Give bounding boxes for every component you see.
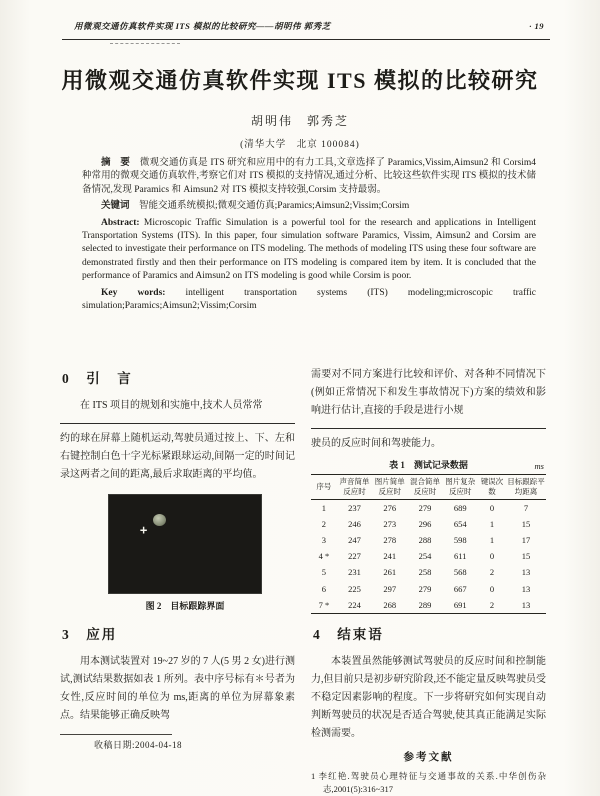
cell: 15 <box>521 518 531 529</box>
section-3-text: 用本测试装置对 19~27 岁的 7 人(5 男 2 女)进行测试,测试结果数据如表 1 所列。表中序号标有＊号者为女性,反应时间的单位为 ms,距离的单位为屏幕象素点。结果能够正确反映驾 <box>60 656 295 721</box>
page-number: · 19 <box>529 21 544 31</box>
col-header-tracking-distance: 目标跟踪平均距离 <box>506 475 546 500</box>
header-rule-fragment <box>110 43 180 44</box>
col-header-sound-simple: 声音简单反应时 <box>337 475 372 500</box>
cell: 276 <box>383 502 397 513</box>
cell: 3 <box>321 534 327 545</box>
cell: 654 <box>453 518 467 529</box>
cell: 279 <box>418 583 432 594</box>
received-date-footnote: 收稿日期:2004-04-18 <box>94 740 182 750</box>
cell: 1 <box>489 534 495 545</box>
cell: 273 <box>383 518 397 529</box>
section-0-heading: 0 引 言 <box>62 371 133 386</box>
figure-caption: 图 2 目标跟踪界面 <box>145 601 225 611</box>
table-row <box>311 549 546 565</box>
test-record-table <box>311 474 546 614</box>
table-unit-label: ms <box>534 461 544 471</box>
cell: 247 <box>348 534 361 545</box>
affiliation: (清华大学 北京 100084) <box>240 140 360 150</box>
cell: 254 <box>418 551 432 562</box>
cell: 2 <box>321 518 327 529</box>
intro-continuation-text: 需要对不同方案进行比较和评价、对各种不同情况下(例如正常情况下和发生事故情况下)方案的绩效和影响进行估计,直接的手段是进行小规 <box>311 369 546 416</box>
cell: 13 <box>521 567 531 578</box>
table-title-text: 表 1 测试记录数据 <box>389 460 468 470</box>
cell: 598 <box>453 534 467 545</box>
cell: 261 <box>383 567 397 578</box>
cell: 237 <box>348 502 361 513</box>
cell: 691 <box>453 599 467 610</box>
cell: 225 <box>348 583 361 594</box>
cell: 278 <box>383 534 397 545</box>
cell: 6 <box>321 583 327 594</box>
cell: 17 <box>521 534 531 545</box>
reference-item: 1 李红艳.驾驶员心理特征与交通事故的关系.中华创伤杂志,2001(5):316~317 <box>311 771 546 795</box>
keywords-cn-label: 关键词 <box>101 201 130 212</box>
col-header-index: 序号 <box>311 475 337 500</box>
abstract-en-label: Abstract: <box>101 217 140 228</box>
cell: 667 <box>453 583 467 594</box>
cell: 611 <box>454 551 467 562</box>
cell: 689 <box>453 502 467 513</box>
left-column <box>60 366 295 796</box>
cell: 246 <box>348 518 361 529</box>
cell: 13 <box>521 583 531 594</box>
keywords-cn <box>82 200 536 213</box>
cell: 1 <box>489 518 495 529</box>
col-header-key-errors: 键误次数 <box>478 475 506 500</box>
keywords-cn-text: 智能交通系统模拟;微观交通仿真;Paramics;Aimsun2;Vissim;Corsim <box>139 201 410 212</box>
table-row <box>311 565 546 581</box>
cell: 279 <box>418 502 432 513</box>
authors: 胡明伟 郭秀芝 <box>250 114 349 128</box>
section-3-heading: 3 应用 <box>62 627 118 642</box>
col-header-picture-complex: 图片复杂反应时 <box>443 475 478 500</box>
section-4-heading: 4 结束语 <box>313 627 384 643</box>
cell: 2 <box>489 567 495 578</box>
col-header-mixed-simple: 混合简单反应时 <box>407 475 442 500</box>
cell: 7 <box>523 502 529 513</box>
cell: 7 * <box>318 599 330 610</box>
cell: 241 <box>383 551 397 562</box>
cell: 2 <box>489 599 495 610</box>
cell: 297 <box>383 583 397 594</box>
figure-target-tracking <box>108 494 262 594</box>
cell: 227 <box>348 551 361 562</box>
table-title <box>311 459 546 471</box>
table-row <box>311 500 546 517</box>
right-column <box>311 366 546 796</box>
cell: 1 <box>321 502 327 513</box>
keywords-en <box>82 287 536 314</box>
table-header <box>311 475 546 500</box>
table-row <box>311 597 546 614</box>
cell: 288 <box>418 534 432 545</box>
cell: 258 <box>418 567 432 578</box>
column-divider-rule <box>60 423 295 424</box>
running-header-title: 用微观交通仿真软件实现 ITS 模拟的比较研究——胡明伟 郭秀芝 <box>74 21 331 31</box>
tracked-ball-icon <box>153 514 166 526</box>
table-row <box>311 532 546 548</box>
abstract-en <box>82 217 536 284</box>
footnote-rule <box>60 734 172 735</box>
cell: 0 <box>489 551 495 562</box>
keywords-en-text: intelligent transportation systems (ITS) modeling;microscopic traffic simulation;Paramics;Aimsun2;Vissim;Corsim <box>82 287 537 312</box>
section-4-text: 本装置虽然能够测试驾驶员的反应时间和控制能力,但目前只是初步研究阶段,还不能定量反映驾驶员受不稳定因素影响的程度。下一步将研究如何实现自动判断驾驶员的状况是否适合驾驶,使其真正能满足实际检测需要。 <box>311 656 546 740</box>
running-header <box>74 20 544 32</box>
cell: 0 <box>489 502 495 513</box>
cell: 13 <box>521 599 531 610</box>
cell: 15 <box>521 551 531 562</box>
cell: 4 * <box>318 551 330 562</box>
abstract-cn-label: 摘 要 <box>101 158 131 168</box>
references-heading: 参考文献 <box>403 752 454 764</box>
crosshair-cursor-icon: + <box>140 523 148 537</box>
column-divider-rule-right <box>311 428 546 429</box>
cell: 5 <box>321 567 327 578</box>
abstract-en-text: Microscopic Traffic Simulation is a powerful tool for the research and applications in Intelligent Transportation Systems (ITS). In this paper, four simulation software Paramics, Vissim, Aimsun2 and Corsim are selected to investigate their performance on ITS modeling. The methods of modeling ITS using these four software are demonstrated firstly and then their performance on ITS modeling is compared item by item. It is concluded that the performance of Paramics and Aimsun2 on ITS modeling is good while Corsim is poor. <box>82 217 537 282</box>
cell: 224 <box>348 599 361 610</box>
keywords-en-label: Key words: <box>101 287 166 298</box>
table-row <box>311 516 546 532</box>
body-columns <box>60 366 546 796</box>
previous-article-continuation: 驶员的反应时间和驾驶能力。 <box>311 438 441 449</box>
header-rule <box>62 39 550 40</box>
previous-article-text: 约的球在屏幕上随机运动,驾驶员通过按上、下、左和右键控制白色十字光标紧跟球运动,间隔一定的时间记录这两者之间的距离,最后求取距离的平均值。 <box>60 433 295 480</box>
table-row <box>311 581 546 597</box>
page-title: 用微观交通仿真软件实现 ITS 模拟的比较研究 <box>61 68 539 93</box>
cell: 231 <box>348 567 361 578</box>
cell: 568 <box>453 567 467 578</box>
cell: 268 <box>383 599 397 610</box>
abstract-cn-text: 微观交通仿真是 ITS 研究和应用中的有力工具,文章选择了 Paramics,Vissim,Aimsun2 和 Corsim4 种常用的微观交通仿真软件,考察它们对 ITS 模拟的支持情况,通过分析、比较这些软件实现 ITS 模拟的技术储备情况,发现 Paramics 和 Aimsun2 对 ITS 模拟支持较强,Corsim 支持最弱。 <box>82 158 536 195</box>
section-0-text: 在 ITS 项目的规划和实施中,技术人员常常 <box>80 400 263 411</box>
abstract-cn <box>82 157 536 197</box>
cell: 0 <box>489 583 495 594</box>
front-matter <box>82 157 536 316</box>
cell: 296 <box>418 518 432 529</box>
cell: 289 <box>418 599 432 610</box>
col-header-picture-simple: 图片简单反应时 <box>372 475 407 500</box>
